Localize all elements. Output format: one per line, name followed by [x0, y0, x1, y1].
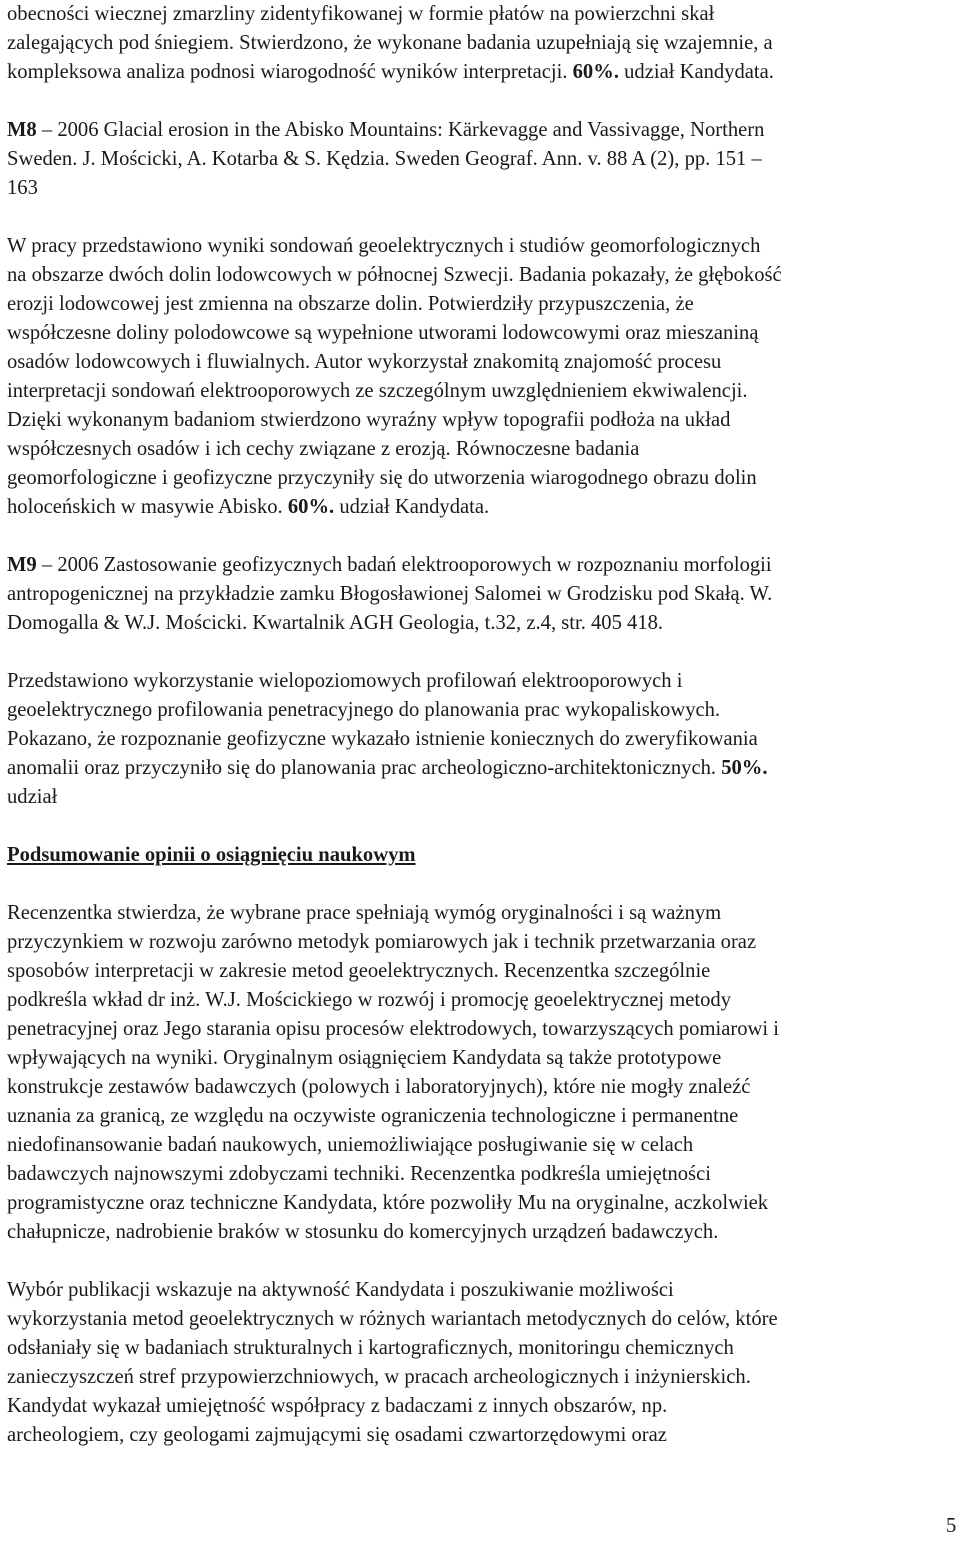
summary2-line: Kandydat wykazał umiejętność współpracy z badaczami z innych obszarów, np.: [7, 1395, 668, 1417]
intro-line: kompleksowa analiza podnosi wiarogodność wyników interpretacji. 60%. udział Kandydata.: [7, 61, 774, 83]
summary-line: programistyczne oraz techniczne Kandydata, które pozwoliły Mu na oryginalne, aczkolwiek: [7, 1192, 769, 1214]
m9-citation-line: antropogenicznej na przykładzie zamku Błogosławionej Salomei w Grodzisku pod Skałą. W.: [7, 583, 773, 605]
m9-summary-line: Przedstawiono wykorzystanie wielopoziomowych profilowań elektrooporowych i: [7, 670, 683, 692]
m8-summary-line: osadów lodowcowych i fluwialnych. Autor wykorzystał znakomitą znajomość procesu: [7, 351, 722, 373]
summary-line: Recenzentka stwierdza, że wybrane prace spełniają wymóg oryginalności i są ważnym: [7, 902, 722, 924]
summary2-line: Wybór publikacji wskazuje na aktywność Kandydata i poszukiwanie możliwości: [7, 1279, 674, 1301]
m9-citation-line: M9 – 2006 Zastosowanie geofizycznych badań elektrooporowych w rozpoznaniu morfologii: [7, 554, 772, 576]
m9-summary-line: geoelektrycznego profilowania penetracyjnego do planowania prac wykopaliskowych.: [7, 699, 721, 721]
intro-line: zalegających pod śniegiem. Stwierdzono, że wykonane badania uzupełniają się wzajemnie, a: [7, 32, 773, 54]
intro-share: 60%.: [572, 61, 619, 83]
m8-share: 60%.: [287, 496, 335, 518]
summary2-line: archeologiem, czy geologami zajmującymi się osadami czwartorzędowymi oraz: [7, 1424, 667, 1446]
m9-id: M9: [7, 554, 37, 576]
summary-line: sposobów interpretacji w zakresie metod geoelektrycznych. Recenzentka szczególnie: [7, 960, 711, 982]
intro-line: obecności wiecznej zmarzliny zidentyfikowanej w formie płatów na powierzchni skał: [7, 3, 715, 25]
m8-summary-line: interpretacji sondowań elektrooporowych ze szczególnym uwzględnieniem ekwiwalencji.: [7, 380, 748, 402]
m9-share: 50%.: [721, 757, 768, 779]
page-number: 5: [946, 1515, 957, 1537]
m8-summary-line: erozji lodowcowej jest zmienna na obszarze dolin. Potwierdziły przypuszczenia, że: [7, 293, 694, 315]
m8-citation-line: M8 – 2006 Glacial erosion in the Abisko Mountains: Kärkevagge and Vassivagge, Northern: [7, 119, 765, 141]
summary-line: badawczych najnowszymi zdobyczami techniki. Recenzentka podkreśla umiejętności: [7, 1163, 711, 1185]
summary-line: podkreśla wkład dr inż. W.J. Mościckiego w rozwój i promocję geoelektrycznej metody: [7, 989, 732, 1011]
summary-line: chałupnicze, nadrobienie braków w stosunku do komercyjnych urządzeń badawczych.: [7, 1221, 719, 1243]
summary-line: uznania za granicą, ze względu na oczywiste ograniczenia technologiczne i permanentne: [7, 1105, 739, 1127]
m9-citation-line: Domogalla & W.J. Mościcki. Kwartalnik AGH Geologia, t.32, z.4, str. 405 418.: [7, 612, 664, 634]
summary-line: niedofinansowanie badań naukowych, uniemożliwiające posługiwanie się w celach: [7, 1134, 694, 1156]
summary2-line: odsłaniały się w badaniach strukturalnych i kartograficznych, monitoringu chemicznych: [7, 1337, 734, 1359]
m8-summary-line: współczesne doliny polodowcowe są wypełnione utworami lodowcowymi oraz mieszaniną: [7, 322, 759, 344]
summary2-line: wykorzystania metod geoelektrycznych w różnych wariantach metodycznych do celów, które: [7, 1308, 778, 1330]
section-heading: Podsumowanie opinii o osiągnięciu naukowym: [7, 844, 416, 866]
m8-summary-line: Dzięki wykonanym badaniom stwierdzono wyraźny wpływ topografii podłoża na układ: [7, 409, 731, 431]
summary2-line: zanieczyszczeń stref przypowierzchniowych, w pracach archeologicznych i inżynierskich.: [7, 1366, 751, 1388]
m8-citation-line: 163: [7, 177, 38, 199]
m8-citation-line: Sweden. J. Mościcki, A. Kotarba & S. Kędzia. Sweden Geograf. Ann. v. 88 A (2), pp. 151 –: [7, 148, 762, 170]
summary-line: konstrukcje zestawów badawczych (polowych i laboratoryjnych), które nie mogły znaleźć: [7, 1076, 751, 1098]
m8-summary-line: współczesnych osadów i ich cechy związane z erozją. Równoczesne badania: [7, 438, 640, 460]
m8-summary-line: na obszarze dwóch dolin lodowcowych w północnej Szwecji. Badania pokazały, że głębokość: [7, 264, 782, 286]
m9-summary-line: Pokazano, że rozpoznanie geofizyczne wykazało istnienie koniecznych do zweryfikowania: [7, 728, 758, 750]
m8-summary-line: W pracy przedstawiono wyniki sondowań geoelektrycznych i studiów geomorfologicznych: [7, 235, 761, 257]
m8-summary-line: geomorfologiczne i geofizyczne przyczyniły się do utworzenia wiarogodnego obrazu dolin: [7, 467, 757, 489]
summary-line: przyczynkiem w rozwoju zarówno metodyk pomiarowych jak i technik przetwarzania oraz: [7, 931, 757, 953]
m8-id: M8: [7, 119, 37, 141]
m8-summary-line: holoceńskich w masywie Abisko. 60%. udział Kandydata.: [7, 496, 490, 518]
summary-line: wpływających na wyniki. Oryginalnym osiągnięciem Kandydata są także prototypowe: [7, 1047, 722, 1069]
m9-summary-line: anomalii oraz przyczyniło się do planowania prac archeologiczno-architektonicznych. 50%.: [7, 757, 768, 779]
summary-line: penetracyjnej oraz Jego starania opisu procesów elektrodowych, towarzyszących pomiarowi i: [7, 1018, 779, 1040]
m9-summary-line: udział: [7, 786, 58, 808]
